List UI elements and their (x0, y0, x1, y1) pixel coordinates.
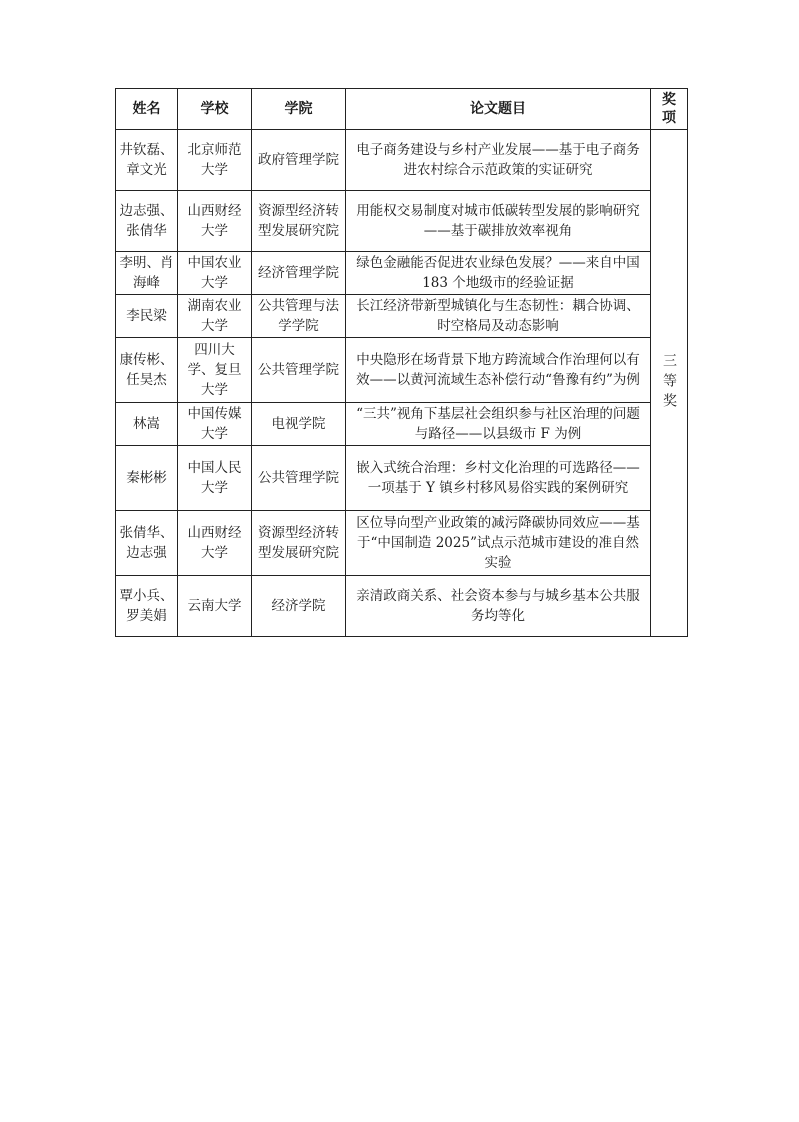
table-row (116, 403, 688, 446)
table-row (116, 576, 688, 637)
cell-college: 资源型经济转型发展研究院 (252, 191, 346, 252)
cell-title: 长江经济带新型城镇化与生态韧性：耦合协调、时空格局及动态影响 (346, 295, 651, 338)
cell-name: 林嵩 (116, 403, 178, 446)
cell-name: 康传彬、任昊杰 (116, 338, 178, 403)
cell-college: 公共管理与法学学院 (252, 295, 346, 338)
table-row (116, 511, 688, 576)
cell-award-level: 三等奖 (651, 130, 688, 637)
cell-school: 四川大学、复旦大学 (178, 338, 252, 403)
cell-title: 用能权交易制度对城市低碳转型发展的影响研究——基于碳排放效率视角 (346, 191, 651, 252)
table-row (116, 446, 688, 511)
award-table (115, 88, 688, 637)
cell-school: 中国农业大学 (178, 252, 252, 295)
table-row (116, 295, 688, 338)
header-name: 姓名 (116, 89, 178, 130)
cell-college: 电视学院 (252, 403, 346, 446)
table-row (116, 338, 688, 403)
header-award-label: 奖项 (661, 91, 676, 126)
cell-name: 秦彬彬 (116, 446, 178, 511)
cell-name: 李明、肖海峰 (116, 252, 178, 295)
table-row (116, 252, 688, 295)
cell-college: 经济学院 (252, 576, 346, 637)
table-header-row (116, 89, 688, 130)
cell-name: 张倩华、边志强 (116, 511, 178, 576)
cell-school: 山西财经大学 (178, 191, 252, 252)
cell-school: 湖南农业大学 (178, 295, 252, 338)
header-college: 学院 (252, 89, 346, 130)
cell-college: 资源型经济转型发展研究院 (252, 511, 346, 576)
cell-title: 中央隐形在场背景下地方跨流域合作治理何以有效——以黄河流域生态补偿行动“鲁豫有约”为例 (346, 338, 651, 403)
cell-title: “三共”视角下基层社会组织参与社区治理的问题与路径——以县级市 F 为例 (346, 403, 651, 446)
cell-school: 山西财经大学 (178, 511, 252, 576)
cell-title: 区位导向型产业政策的减污降碳协同效应——基于“中国制造 2025”试点示范城市建设的准自然实验 (346, 511, 651, 576)
cell-name: 覃小兵、罗美娟 (116, 576, 178, 637)
header-award (651, 89, 688, 130)
cell-college: 政府管理学院 (252, 130, 346, 191)
table-row (116, 191, 688, 252)
cell-title: 电子商务建设与乡村产业发展——基于电子商务进农村综合示范政策的实证研究 (346, 130, 651, 191)
header-school: 学校 (178, 89, 252, 130)
cell-college: 经济管理学院 (252, 252, 346, 295)
cell-college: 公共管理学院 (252, 446, 346, 511)
cell-school: 中国传媒大学 (178, 403, 252, 446)
cell-name: 李民梁 (116, 295, 178, 338)
cell-name: 边志强、张倩华 (116, 191, 178, 252)
cell-college: 公共管理学院 (252, 338, 346, 403)
cell-title: 亲清政商关系、社会资本参与与城乡基本公共服务均等化 (346, 576, 651, 637)
cell-school: 北京师范大学 (178, 130, 252, 191)
cell-title: 绿色金融能否促进农业绿色发展？——来自中国 183 个地级市的经验证据 (346, 252, 651, 295)
cell-name: 井钦磊、章文光 (116, 130, 178, 191)
cell-school: 云南大学 (178, 576, 252, 637)
cell-title: 嵌入式统合治理：乡村文化治理的可选路径——一项基于 Y 镇乡村移风易俗实践的案例研究 (346, 446, 651, 511)
table-row (116, 130, 688, 191)
header-title: 论文题目 (346, 89, 651, 130)
cell-school: 中国人民大学 (178, 446, 252, 511)
